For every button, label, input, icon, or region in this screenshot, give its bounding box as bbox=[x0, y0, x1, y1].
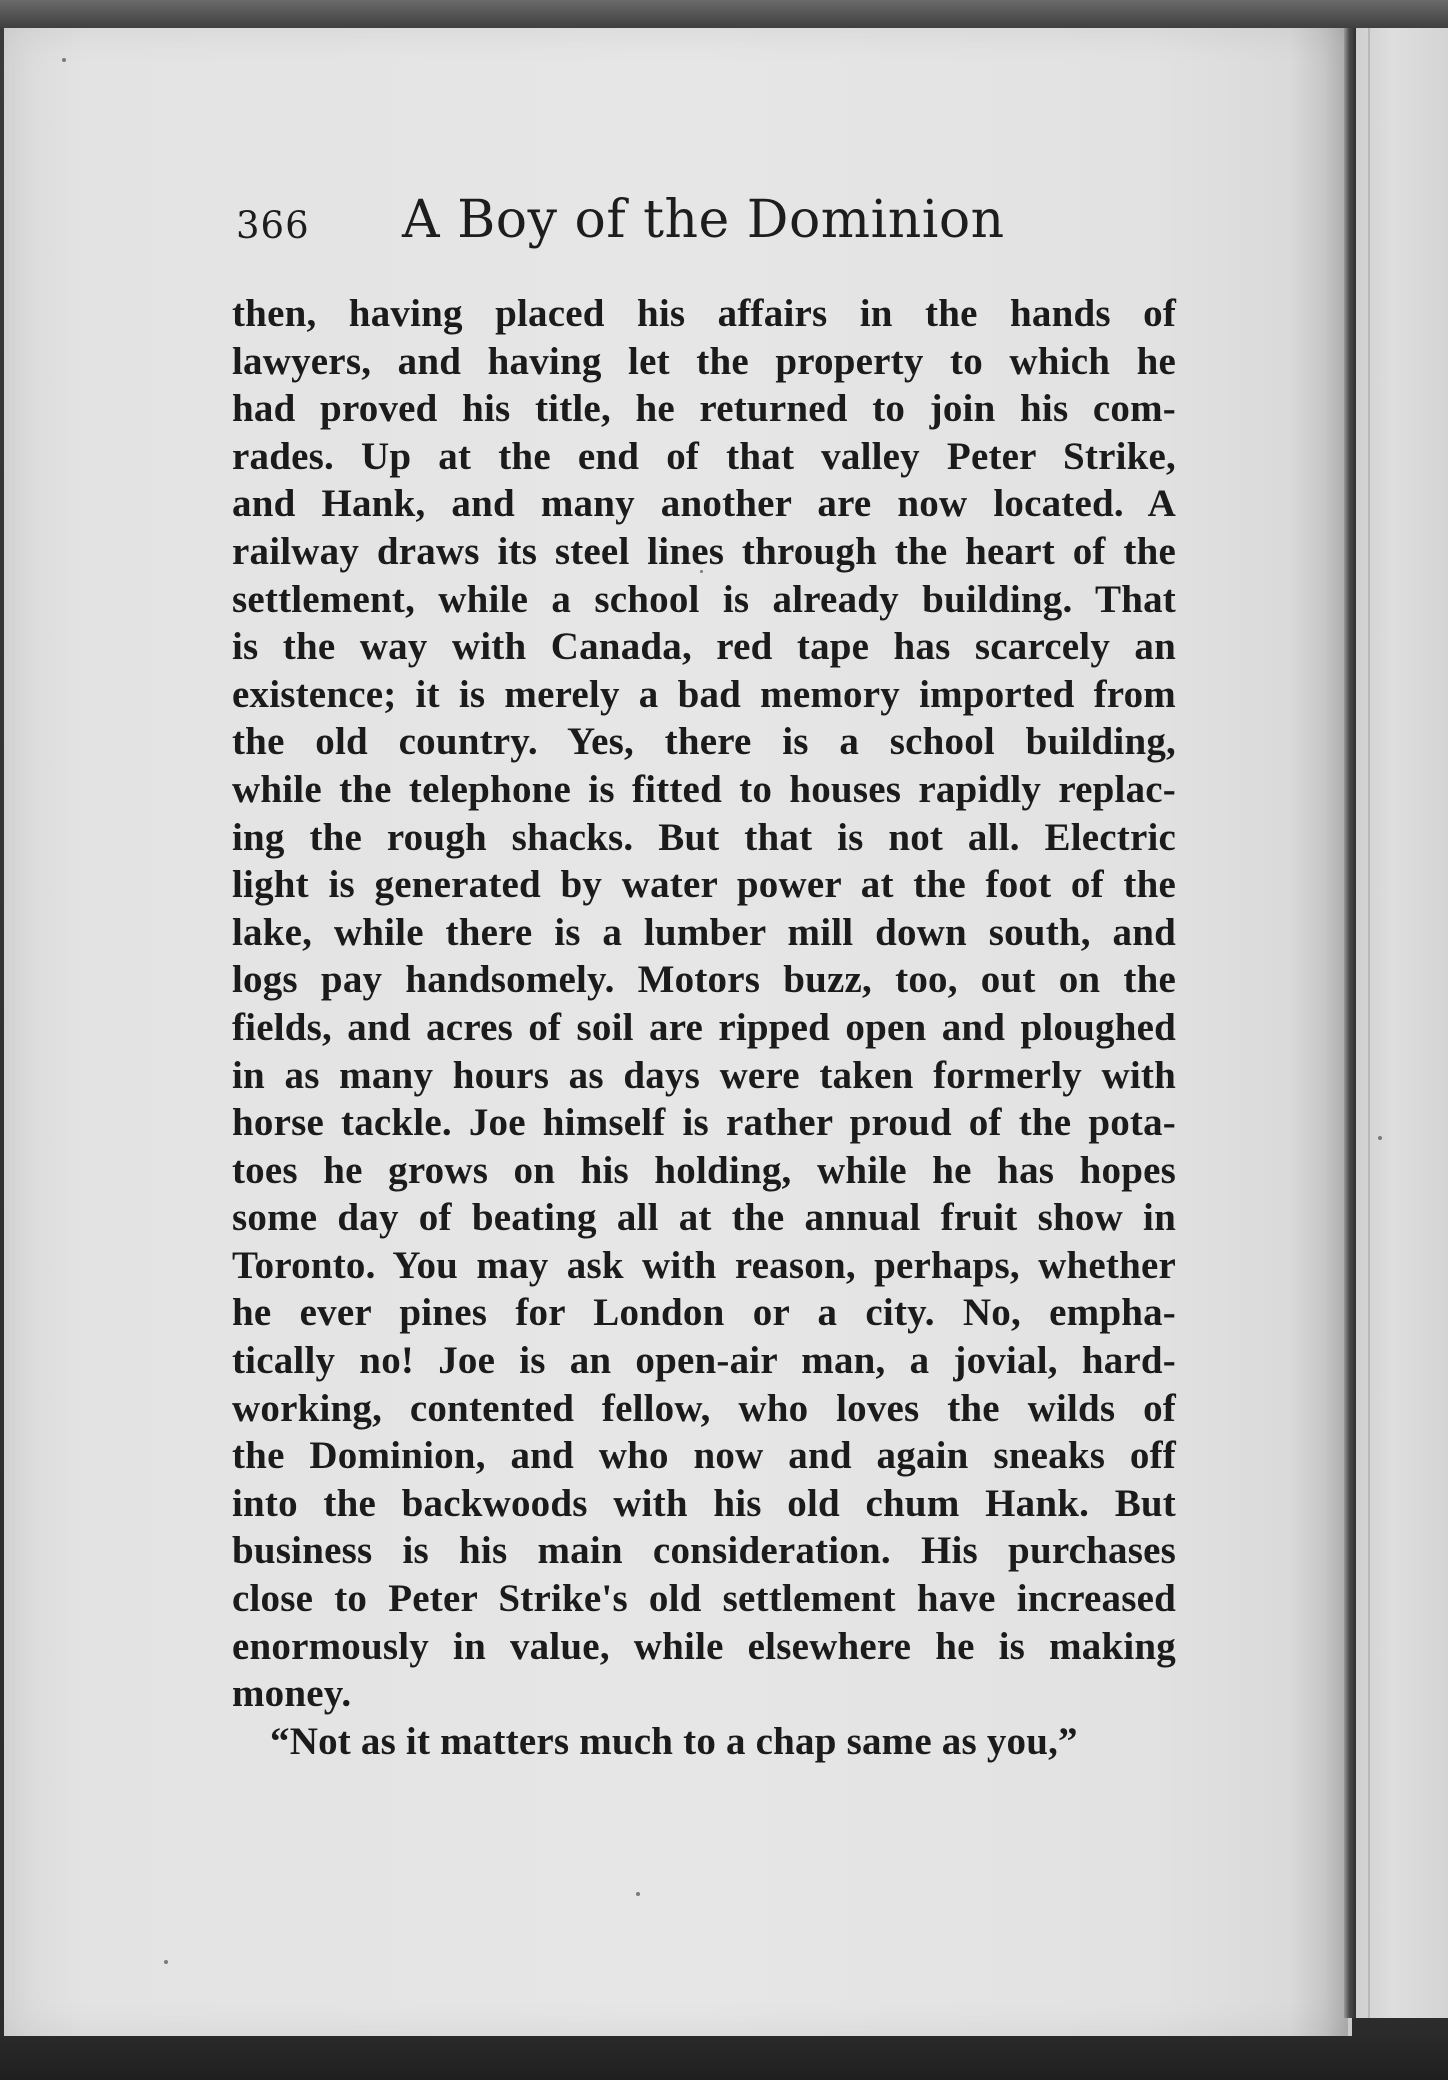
dust-speck bbox=[62, 58, 66, 62]
body-text bbox=[232, 290, 1176, 1765]
text-line: some day of beating all at the annual fruit show in bbox=[232, 1196, 1176, 1240]
text-line: ing the rough shacks. But that is not all. Electric bbox=[232, 815, 1176, 859]
page-number: 366 bbox=[236, 204, 310, 247]
text-line: is the way with Canada, red tape has scarcely an bbox=[232, 625, 1176, 669]
text-line: business is his main consideration. His purchases bbox=[232, 1529, 1176, 1573]
text-line: enormously in value, while elsewhere he is making bbox=[232, 1624, 1176, 1668]
text-line: the Dominion, and who now and again sneaks off bbox=[232, 1434, 1176, 1478]
dust-speck bbox=[164, 1960, 168, 1964]
text-line: Toronto. You may ask with reason, perhaps, whether bbox=[232, 1243, 1176, 1287]
text-line: close to Peter Strike's old settlement have increased bbox=[232, 1577, 1176, 1621]
text-line: tically no! Joe is an open-air man, a jovial, hard- bbox=[232, 1339, 1176, 1383]
dust-speck bbox=[1378, 1136, 1382, 1140]
text-line: rades. Up at the end of that valley Peter Strike, bbox=[232, 434, 1176, 478]
text-line: settlement, while a school is already building. That bbox=[232, 577, 1176, 621]
text-line: toes he grows on his holding, while he has hopes bbox=[232, 1148, 1176, 1192]
text-line: railway draws its steel lines through the heart of the bbox=[232, 529, 1176, 573]
text-line: working, contented fellow, who loves the wilds of bbox=[232, 1386, 1176, 1430]
text-line: fields, and acres of soil are ripped open and ploughed bbox=[232, 1005, 1176, 1049]
text-line: while the telephone is fitted to houses rapidly replac- bbox=[232, 767, 1176, 811]
text-line: lawyers, and having let the property to which he bbox=[232, 339, 1176, 383]
text-line: horse tackle. Joe himself is rather proud of the pota- bbox=[232, 1101, 1176, 1145]
dialogue-line: “Not as it matters much to a chap same as you,” bbox=[270, 1719, 1078, 1763]
right-page-fold bbox=[1368, 28, 1370, 2018]
text-line: existence; it is merely a bad memory imported from bbox=[232, 672, 1176, 716]
text-line: then, having placed his affairs in the hands of bbox=[232, 292, 1176, 335]
text-line: he ever pines for London or a city. No, empha- bbox=[232, 1291, 1176, 1335]
scanner-bottom-edge bbox=[0, 2036, 1448, 2080]
text-line: in as many hours as days were taken formerly with bbox=[232, 1053, 1176, 1097]
dust-speck bbox=[636, 1892, 640, 1896]
text-line: lake, while there is a lumber mill down south, and bbox=[232, 910, 1176, 954]
text-line: and Hank, and many another are now located. A bbox=[232, 482, 1176, 526]
scanner-top-edge bbox=[0, 0, 1448, 30]
text-line: light is generated by water power at the foot of the bbox=[232, 863, 1176, 907]
text-line: had proved his title, he returned to join his com- bbox=[232, 387, 1176, 431]
gutter-shadow bbox=[1290, 28, 1348, 2036]
text-line: money. bbox=[232, 1672, 352, 1716]
book-spine bbox=[1344, 28, 1356, 2018]
text-line: logs pay handsomely. Motors buzz, too, out on the bbox=[232, 958, 1176, 1002]
page-header bbox=[232, 190, 1032, 270]
text-line: into the backwoods with his old chum Hank. But bbox=[232, 1481, 1176, 1525]
text-line: the old country. Yes, there is a school building, bbox=[232, 720, 1176, 764]
running-title: A Boy of the Dominion bbox=[402, 190, 1005, 250]
